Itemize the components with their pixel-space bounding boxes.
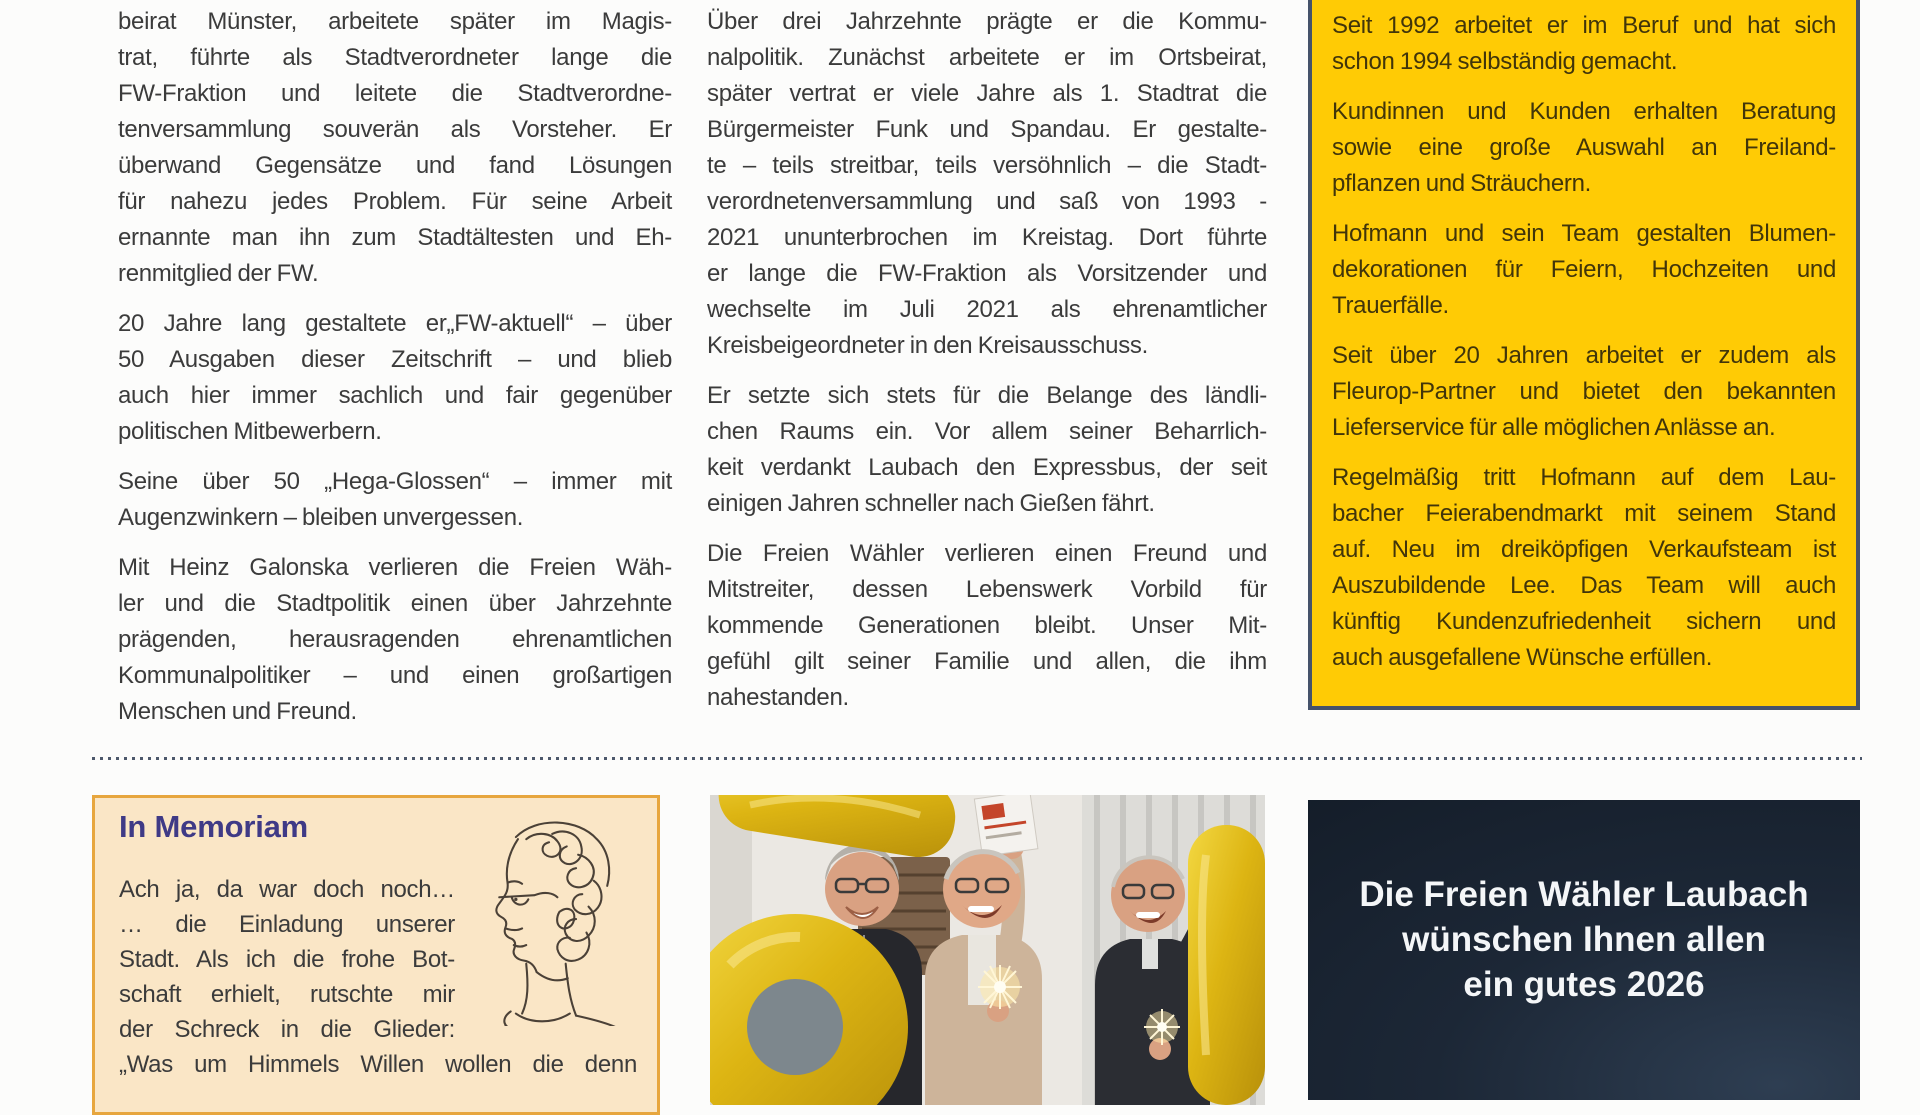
text-line: prägenden, herausragenden ehrenamtlichen [118,626,672,653]
text-line: pflanzen und Sträuchern. [1332,170,1591,197]
obituary-column-middle [707,4,1267,716]
paragraph [1332,216,1836,324]
text-line: Auszubildende Lee. Das Team will auch [1332,572,1836,599]
text-line: tenversammlung souverän als Vorsteher. Er [118,116,672,143]
text-line: Über drei Jahrzehnte prägte er die Kommu- [707,8,1267,35]
text-line: kommende Generationen bleibt. Unser Mit- [707,612,1267,639]
text-line: auch hier immer sachlich und fair gegenüber [118,382,672,409]
text-line: keit verdankt Laubach den Expressbus, der seit [707,454,1267,481]
paragraph [1332,338,1836,446]
text-line: schaft erhielt, rutschte mir [119,981,455,1008]
text-line: später vertrat er viele Jahre als 1. Stadtrat die [707,80,1267,107]
text-line: „Was um Himmels Willen wollen die denn [119,1051,637,1078]
text-line: Kreisbeigeordneter in den Kreisausschuss. [707,332,1148,359]
text-line: Stadt. Als ich die frohe Bot- [119,946,455,973]
paragraph [118,306,672,450]
memoriam-title: In Memoriam [119,809,309,844]
paragraph [1332,460,1836,676]
text-line: ernannte man ihn zum Stadtältesten und Eh- [118,224,672,251]
text-line: auf. Neu im dreiköpfigen Verkaufsteam ist [1332,536,1836,563]
text-line: wechselte im Juli 2021 als ehrenamtlicher [707,296,1267,323]
paragraph [1332,8,1836,80]
text-line: trat, führte als Stadtverordneter lange die [118,44,672,71]
text-line: der Schreck in die Glieder: [119,1016,455,1043]
text-line: Mit Heinz Galonska verlieren die Freien Wäh- [118,554,672,581]
text-line: Augenzwinkern – bleiben unvergessen. [118,504,524,531]
paragraph [118,550,672,730]
text-line: Kundinnen und Kunden erhalten Beratung [1332,98,1836,125]
text-line: verordnetenversammlung und saß von 1993 - [707,188,1267,215]
text-line: Ach ja, da war doch noch… [119,876,455,903]
text-line: renmitglied der FW. [118,260,319,287]
paragraph [118,4,672,292]
anniversary-photo-graphic [710,795,1265,1105]
anniversary-photo [710,795,1265,1105]
sparkler-icon [978,965,1022,1009]
text-line: Seit 1992 arbeitet er im Beruf und hat sich [1332,12,1836,39]
text-line: Lieferservice für alle möglichen Anlässe an. [1332,414,1776,441]
text-line: gefühl gilt seiner Familie und allen, die ihm [707,648,1267,675]
text-line: beirat Münster, arbeitete später im Magis- [118,8,672,35]
memoriam-text-narrow [119,872,455,1047]
paragraph [707,378,1267,522]
paragraph [118,464,672,536]
text-line: Kommunalpolitiker – und einen großartigen [118,662,672,689]
paragraph [707,536,1267,716]
text-line: Trauerfälle. [1332,292,1449,319]
greeting-box [1308,800,1860,1100]
text-line: nahestanden. [707,684,849,711]
text-line: bacher Feierabendmarkt mit seinem Stand [1332,500,1836,527]
text-line: für nahezu jedes Problem. Für seine Arbeit [118,188,672,215]
text-line: einigen Jahren schneller nach Gießen fährt. [707,490,1155,517]
text-line: Die Freien Wähler verlieren einen Freund und [707,540,1267,567]
text-line: 20 Jahre lang gestaltete er„FW-aktuell“ – über [118,310,672,337]
paragraph [707,4,1267,364]
text-line: Er setzte sich stets für die Belange des ländli- [707,382,1267,409]
text-line: chen Raums ein. Vor allem seiner Beharrlich- [707,418,1267,445]
text-line: 2021 ununterbrochen im Kreistag. Dort führte [707,224,1267,251]
text-line: Menschen und Freund. [118,698,357,725]
dotted-divider [92,757,1862,760]
text-line: ler und die Stadtpolitik einen über Jahrzehnte [118,590,672,617]
text-line: … die Einladung unserer [119,911,455,938]
paragraph [1332,94,1836,202]
text-line: Regelmäßig tritt Hofmann auf dem Lau- [1332,464,1836,491]
memoriam-text-wide [119,1047,637,1082]
photo-newsletter-paper [974,795,1038,856]
text-line: sowie eine große Auswahl an Freiland- [1332,134,1836,161]
portrait-sketch-icon [449,808,645,1026]
text-line: Mitstreiter, dessen Lebenswerk Vorbild für [707,576,1267,603]
text-line: er lange die FW-Fraktion als Vorsitzender und [707,260,1267,287]
text-line: auch ausgefallene Wünsche erfüllen. [1332,644,1713,671]
text-line: 50 Ausgaben dieser Zeitschrift – und blieb [118,346,672,373]
text-line: künftig Kundenzufriedenheit sichern und [1332,608,1836,635]
text-line: wünschen Ihnen allen [1402,920,1766,959]
text-line: Die Freien Wähler Laubach [1359,875,1809,914]
text-line: dekorationen für Feiern, Hochzeiten und [1332,256,1836,283]
text-line: politischen Mitbewerbern. [118,418,382,445]
text-line: nalpolitik. Zunächst arbeitete er im Ortsbeirat, [707,44,1267,71]
text-line: Fleurop-Partner und bietet den bekannten [1332,378,1836,405]
text-line: Bürgermeister Funk und Spandau. Er gestalte- [707,116,1267,143]
text-line: ein gutes 2026 [1463,965,1705,1004]
text-line: Hofmann und sein Team gestalten Blumen- [1332,220,1836,247]
text-line: überwand Gegensätze und fand Lösungen [118,152,672,179]
business-info-box [1308,0,1860,710]
text-line: schon 1994 selbständig gemacht. [1332,48,1678,75]
text-line: te – teils streitbar, teils versöhnlich – die Stadt- [707,152,1267,179]
obituary-column-left [118,4,672,730]
memoriam-box [92,795,660,1115]
gold-balloon-zero [1188,825,1265,1105]
text-line: FW-Fraktion und leitete die Stadtverordne- [118,80,672,107]
text-line: Seit über 20 Jahren arbeitet er zudem als [1332,342,1836,369]
text-line: Seine über 50 „Hega-Glossen“ – immer mit [118,468,672,495]
